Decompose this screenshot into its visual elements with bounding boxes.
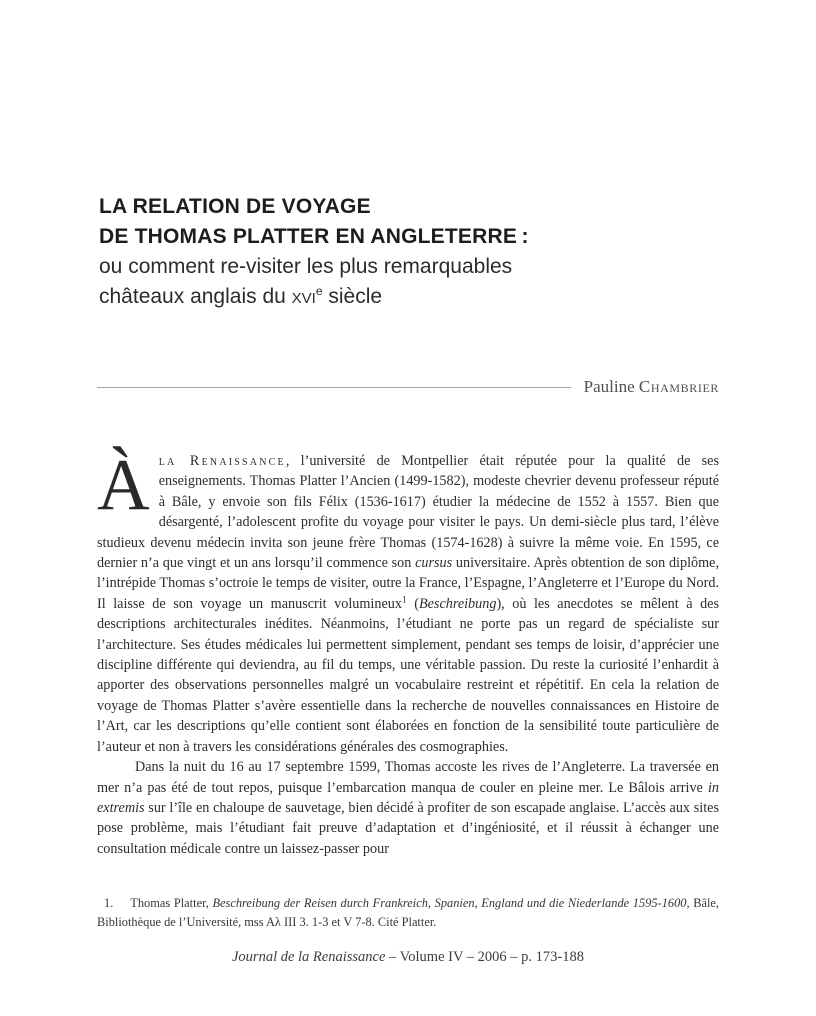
p2-text-2: sur l’île en chaloupe de sauvetage, bien décidé à profiter de son escapade anglaise. L’accès aux sites pose problème, mais l’étudiant fait preuve d’adaptation et d’ingéniosité, et il réussit à échanger une consultation médicale contre un laissez-passer pour [97, 799, 719, 857]
century-superscript: e [315, 284, 323, 298]
subtitle-line-1: ou comment re-visiter les plus remarquables [99, 255, 513, 278]
author-row [97, 372, 719, 402]
footer-volume-pages: – Volume IV – 2006 – p. 173-188 [385, 949, 584, 965]
author-first-name: Pauline [583, 377, 639, 396]
p1-text-4: ), où les anecdotes se mêlent à des descriptions architecturales inédites. Néanmoins, l’étudiant ne porte pas un regard de spécialiste sur l’architecture. Ses études médicales lui permettent simplement, pendant ses temps de loisir, d’apprécier une discipline différente qui deviendra, au fil du temps, une véritable passion. Du reste la curiosité l’enhardit à apporter des observations personnelles malgré un vocabulaire restreint et répétitif. En cela la relation de voyage de Thomas Platter s’avère essentielle dans la recherche de nouvelles connaissances en Histoire de l’Art, car les descriptions qu’elle contient sont élaborées en fonction de la sensibilité toute particulière de l’auteur et non à travers les considérations générales des cosmographies. [97, 595, 719, 755]
article-title [99, 192, 739, 312]
drop-cap: À [97, 444, 150, 525]
century-small-caps: xvi [291, 285, 316, 308]
title-line-1: LA RELATION DE VOYAGE [99, 195, 371, 218]
p2-text-1: Dans la nuit du 16 au 17 septembre 1599, Thomas accoste les rives de l’Angleterre. La traversée en mer n’a pas été de tout repos, puisque l’embarcation manqua de couler en pleine mer. Le Bâlois arrive [97, 759, 719, 796]
footnote-1 [97, 894, 719, 931]
footnote-block [97, 894, 719, 931]
article-title-block [99, 192, 739, 312]
italic-cursus: cursus [415, 555, 453, 572]
paragraph-1 [97, 444, 719, 757]
italic-in-extremis: in extremis [97, 779, 719, 816]
journal-name: Journal de la Renaissance [231, 949, 386, 965]
footnote-title-italic: Beschreibung der Reisen durch Frankreich, Spanien, England und die Niederlande 1595-1600 [212, 896, 687, 910]
author-rule-divider [97, 387, 571, 388]
footnote-text-1: Thomas Platter, [130, 896, 213, 910]
subtitle-line-2-end: siècle [322, 285, 383, 308]
page-footer [0, 949, 816, 966]
subtitle-line-2 [99, 282, 739, 312]
p1-text-1: , l’université de Montpellier était réputée pour la qualité de ses enseignements. Thomas Platter l’Ancien (1499-1582), modeste chevrier devenu professeur réputé à Bâle, y envoie son fils Félix (1536-1617) étudier la médecine de 1552 à 1557. Bien que désargenté, l’adolescent profite du voyage pour visiter le pays. Un demi-siècle plus tard, l’élève studieux devenu médecin invita son jeune frère Thomas (1574-1628) à suivre la même voie. En 1595, ce dernier n’a que vingt et un ans lorsqu’il commence son [97, 453, 719, 572]
article-body [97, 444, 719, 859]
p1-text-3: ( [406, 595, 419, 612]
footnote-text-2: , Bâle, Bibliothèque de l’Université, mss Aλ III 3. 1-3 et V 7-8. Cité Platter. [97, 896, 720, 929]
author-last-name: Chambrier [638, 377, 719, 396]
paragraph-2 [97, 757, 719, 859]
italic-beschreibung: Beschreibung [418, 595, 497, 612]
footnote-reference-1: 1 [401, 595, 407, 606]
p1-text-2: universitaire. Après obtention de son diplôme, l’intrépide Thomas s’octroie le temps de visiter, outre la France, l’Espagne, l’Angleterre et l’Europe du Nord. Il laisse de son voyage un manuscrit volumineux [97, 555, 719, 612]
footnote-number: 1. [104, 896, 114, 910]
author-name [584, 377, 719, 397]
opening-small-caps: la Renaissance [158, 453, 286, 469]
title-line-2: DE THOMAS PLATTER EN ANGLETERRE : [99, 225, 529, 248]
subtitle-line-2-text: châteaux anglais du [99, 285, 292, 308]
